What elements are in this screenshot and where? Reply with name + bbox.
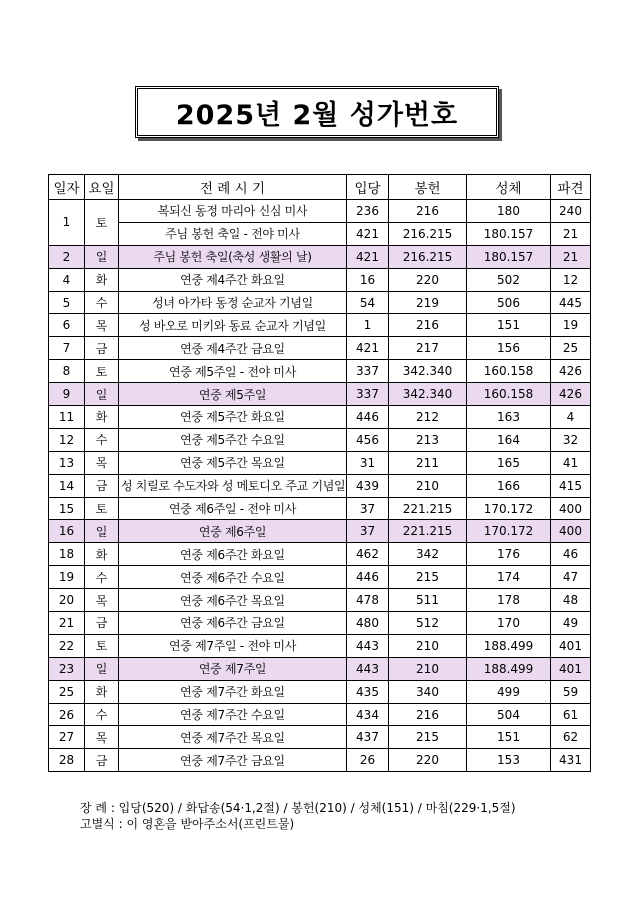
day-cell: 26	[49, 703, 85, 726]
entrance-hymn: 337	[347, 360, 389, 383]
communion-hymn: 188.499	[467, 657, 551, 680]
offertory-hymn: 221.215	[389, 520, 467, 543]
day-cell: 28	[49, 749, 85, 772]
offertory-hymn: 215	[389, 726, 467, 749]
communion-hymn: 178	[467, 589, 551, 612]
liturgy-cell: 연중 제6주간 금요일	[119, 612, 347, 635]
weekday-cell: 금	[85, 612, 119, 635]
day-cell: 27	[49, 726, 85, 749]
day-cell: 20	[49, 589, 85, 612]
entrance-hymn: 443	[347, 657, 389, 680]
offertory-hymn: 210	[389, 657, 467, 680]
communion-hymn: 504	[467, 703, 551, 726]
table-row	[49, 543, 591, 566]
liturgy-cell: 연중 제5주일	[119, 383, 347, 406]
liturgy-cell: 성 치릴로 수도자와 성 메토디오 주교 기념일	[119, 474, 347, 497]
entrance-hymn: 31	[347, 451, 389, 474]
day-cell: 25	[49, 680, 85, 703]
table-row	[49, 451, 591, 474]
day-cell: 11	[49, 406, 85, 429]
communion-hymn: 170.172	[467, 497, 551, 520]
communion-hymn: 499	[467, 680, 551, 703]
weekday-cell: 일	[85, 383, 119, 406]
day-cell: 18	[49, 543, 85, 566]
communion-hymn: 506	[467, 291, 551, 314]
day-cell: 19	[49, 566, 85, 589]
col-offertory: 봉헌	[389, 175, 467, 200]
day-cell: 15	[49, 497, 85, 520]
communion-hymn: 180	[467, 200, 551, 223]
table-row	[49, 497, 591, 520]
communion-hymn: 166	[467, 474, 551, 497]
communion-hymn: 151	[467, 726, 551, 749]
table-row	[49, 314, 591, 337]
entrance-hymn: 421	[347, 245, 389, 268]
communion-hymn: 170	[467, 612, 551, 635]
offertory-hymn: 342.340	[389, 383, 467, 406]
liturgy-cell: 성녀 아가타 동정 순교자 기념일	[119, 291, 347, 314]
day-cell: 12	[49, 428, 85, 451]
table-row	[49, 222, 591, 245]
table-row	[49, 612, 591, 635]
day-cell: 4	[49, 268, 85, 291]
col-entrance: 입당	[347, 175, 389, 200]
weekday-cell: 일	[85, 657, 119, 680]
entrance-hymn: 446	[347, 566, 389, 589]
offertory-hymn: 210	[389, 474, 467, 497]
offertory-hymn: 210	[389, 634, 467, 657]
weekday-cell: 금	[85, 474, 119, 497]
offertory-hymn: 216	[389, 200, 467, 223]
weekday-cell: 토	[85, 360, 119, 383]
offertory-hymn: 216	[389, 703, 467, 726]
weekday-cell: 목	[85, 726, 119, 749]
weekday-cell: 목	[85, 451, 119, 474]
weekday-cell: 수	[85, 703, 119, 726]
weekday-cell: 금	[85, 337, 119, 360]
weekday-cell: 토	[85, 634, 119, 657]
communion-hymn: 180.157	[467, 222, 551, 245]
day-cell: 14	[49, 474, 85, 497]
dismissal-hymn: 21	[551, 245, 591, 268]
dismissal-hymn: 401	[551, 657, 591, 680]
offertory-hymn: 211	[389, 451, 467, 474]
weekday-cell: 일	[85, 520, 119, 543]
dismissal-hymn: 46	[551, 543, 591, 566]
liturgy-cell: 연중 제5주간 수요일	[119, 428, 347, 451]
liturgy-cell: 연중 제4주간 금요일	[119, 337, 347, 360]
weekday-cell: 화	[85, 406, 119, 429]
dismissal-hymn: 25	[551, 337, 591, 360]
dismissal-hymn: 41	[551, 451, 591, 474]
table-row	[49, 520, 591, 543]
day-cell: 13	[49, 451, 85, 474]
liturgy-cell: 연중 제7주간 금요일	[119, 749, 347, 772]
liturgy-cell: 연중 제5주간 화요일	[119, 406, 347, 429]
day-cell: 8	[49, 360, 85, 383]
offertory-hymn: 342.340	[389, 360, 467, 383]
entrance-hymn: 337	[347, 383, 389, 406]
liturgy-cell: 연중 제5주간 목요일	[119, 451, 347, 474]
weekday-cell: 목	[85, 589, 119, 612]
offertory-hymn: 215	[389, 566, 467, 589]
weekday-cell: 화	[85, 680, 119, 703]
table-row	[49, 245, 591, 268]
offertory-hymn: 342	[389, 543, 467, 566]
day-cell: 22	[49, 634, 85, 657]
liturgy-cell: 연중 제5주일 - 전야 미사	[119, 360, 347, 383]
entrance-hymn: 478	[347, 589, 389, 612]
communion-hymn: 502	[467, 268, 551, 291]
table-row	[49, 703, 591, 726]
entrance-hymn: 54	[347, 291, 389, 314]
liturgy-cell: 주님 봉헌 축일 - 전야 미사	[119, 222, 347, 245]
table-row	[49, 383, 591, 406]
liturgy-cell: 연중 제7주일 - 전야 미사	[119, 634, 347, 657]
page-title: 2025년 2월 성가번호	[175, 99, 459, 131]
offertory-hymn: 216.215	[389, 222, 467, 245]
table-row	[49, 428, 591, 451]
offertory-hymn: 340	[389, 680, 467, 703]
funeral-note: 장 례 : 입당(520) / 화답송(54·1,2절) / 봉헌(210) / 성체(151) / 마침(229·1,5절)	[80, 801, 516, 815]
table-row	[49, 291, 591, 314]
weekday-cell: 수	[85, 428, 119, 451]
dismissal-hymn: 59	[551, 680, 591, 703]
dismissal-hymn: 48	[551, 589, 591, 612]
liturgy-cell: 연중 제6주간 목요일	[119, 589, 347, 612]
dismissal-hymn: 32	[551, 428, 591, 451]
communion-hymn: 165	[467, 451, 551, 474]
communion-hymn: 151	[467, 314, 551, 337]
liturgy-cell: 연중 제6주일	[119, 520, 347, 543]
liturgy-cell: 연중 제4주간 화요일	[119, 268, 347, 291]
dismissal-hymn: 431	[551, 749, 591, 772]
entrance-hymn: 435	[347, 680, 389, 703]
dismissal-hymn: 426	[551, 383, 591, 406]
dismissal-hymn: 401	[551, 634, 591, 657]
offertory-hymn: 217	[389, 337, 467, 360]
entrance-hymn: 462	[347, 543, 389, 566]
communion-hymn: 170.172	[467, 520, 551, 543]
notes	[80, 800, 516, 832]
dismissal-hymn: 47	[551, 566, 591, 589]
offertory-hymn: 220	[389, 749, 467, 772]
offertory-hymn: 216.215	[389, 245, 467, 268]
entrance-hymn: 421	[347, 222, 389, 245]
hymn-table	[48, 174, 591, 772]
offertory-hymn: 511	[389, 589, 467, 612]
offertory-hymn: 212	[389, 406, 467, 429]
day-cell: 9	[49, 383, 85, 406]
dismissal-hymn: 4	[551, 406, 591, 429]
weekday-cell: 목	[85, 314, 119, 337]
col-day: 일자	[49, 175, 85, 200]
entrance-hymn: 421	[347, 337, 389, 360]
weekday-cell: 금	[85, 749, 119, 772]
table-row	[49, 749, 591, 772]
day-cell: 7	[49, 337, 85, 360]
dismissal-hymn: 415	[551, 474, 591, 497]
weekday-cell: 화	[85, 543, 119, 566]
table-header	[49, 175, 591, 200]
entrance-hymn: 480	[347, 612, 389, 635]
entrance-hymn: 37	[347, 520, 389, 543]
weekday-cell: 토	[85, 200, 119, 246]
dismissal-hymn: 61	[551, 703, 591, 726]
entrance-hymn: 26	[347, 749, 389, 772]
col-dismissal: 파견	[551, 175, 591, 200]
col-communion: 성체	[467, 175, 551, 200]
day-cell: 6	[49, 314, 85, 337]
communion-hymn: 188.499	[467, 634, 551, 657]
dismissal-hymn: 240	[551, 200, 591, 223]
table-row	[49, 589, 591, 612]
weekday-cell: 수	[85, 291, 119, 314]
col-liturgy: 전 례 시 기	[119, 175, 347, 200]
entrance-hymn: 446	[347, 406, 389, 429]
weekday-cell: 수	[85, 566, 119, 589]
offertory-hymn: 512	[389, 612, 467, 635]
dismissal-hymn: 19	[551, 314, 591, 337]
dismissal-hymn: 12	[551, 268, 591, 291]
communion-hymn: 164	[467, 428, 551, 451]
day-cell: 1	[49, 200, 85, 246]
liturgy-cell: 연중 제7주간 화요일	[119, 680, 347, 703]
table-row	[49, 680, 591, 703]
entrance-hymn: 37	[347, 497, 389, 520]
day-cell: 16	[49, 520, 85, 543]
weekday-cell: 일	[85, 245, 119, 268]
entrance-hymn: 16	[347, 268, 389, 291]
entrance-hymn: 434	[347, 703, 389, 726]
farewell-note: 고별식 : 이 영혼을 받아주소서(프린트물)	[80, 817, 295, 831]
entrance-hymn: 1	[347, 314, 389, 337]
table-row	[49, 200, 591, 223]
col-weekday: 요일	[85, 175, 119, 200]
title-box	[135, 86, 499, 138]
offertory-hymn: 221.215	[389, 497, 467, 520]
entrance-hymn: 437	[347, 726, 389, 749]
offertory-hymn: 216	[389, 314, 467, 337]
offertory-hymn: 213	[389, 428, 467, 451]
offertory-hymn: 220	[389, 268, 467, 291]
table-row	[49, 634, 591, 657]
dismissal-hymn: 400	[551, 520, 591, 543]
liturgy-cell: 연중 제7주일	[119, 657, 347, 680]
dismissal-hymn: 400	[551, 497, 591, 520]
communion-hymn: 153	[467, 749, 551, 772]
communion-hymn: 160.158	[467, 360, 551, 383]
dismissal-hymn: 62	[551, 726, 591, 749]
liturgy-cell: 연중 제6주간 수요일	[119, 566, 347, 589]
table-row	[49, 360, 591, 383]
dismissal-hymn: 49	[551, 612, 591, 635]
communion-hymn: 156	[467, 337, 551, 360]
dismissal-hymn: 21	[551, 222, 591, 245]
communion-hymn: 174	[467, 566, 551, 589]
entrance-hymn: 443	[347, 634, 389, 657]
liturgy-cell: 연중 제6주간 화요일	[119, 543, 347, 566]
liturgy-cell: 주님 봉헌 축일(축성 생활의 날)	[119, 245, 347, 268]
liturgy-cell: 성 바오로 미키와 동료 순교자 기념일	[119, 314, 347, 337]
liturgy-cell: 연중 제6주일 - 전야 미사	[119, 497, 347, 520]
entrance-hymn: 439	[347, 474, 389, 497]
liturgy-cell: 연중 제7주간 목요일	[119, 726, 347, 749]
dismissal-hymn: 445	[551, 291, 591, 314]
communion-hymn: 176	[467, 543, 551, 566]
table-row	[49, 474, 591, 497]
offertory-hymn: 219	[389, 291, 467, 314]
communion-hymn: 160.158	[467, 383, 551, 406]
dismissal-hymn: 426	[551, 360, 591, 383]
communion-hymn: 180.157	[467, 245, 551, 268]
entrance-hymn: 456	[347, 428, 389, 451]
liturgy-cell: 복되신 동정 마리아 신심 미사	[119, 200, 347, 223]
day-cell: 23	[49, 657, 85, 680]
day-cell: 2	[49, 245, 85, 268]
table-row	[49, 406, 591, 429]
day-cell: 21	[49, 612, 85, 635]
table-row	[49, 726, 591, 749]
weekday-cell: 토	[85, 497, 119, 520]
table-row	[49, 337, 591, 360]
weekday-cell: 화	[85, 268, 119, 291]
table-row	[49, 657, 591, 680]
day-cell: 5	[49, 291, 85, 314]
table-row	[49, 268, 591, 291]
liturgy-cell: 연중 제7주간 수요일	[119, 703, 347, 726]
entrance-hymn: 236	[347, 200, 389, 223]
table-row	[49, 566, 591, 589]
communion-hymn: 163	[467, 406, 551, 429]
